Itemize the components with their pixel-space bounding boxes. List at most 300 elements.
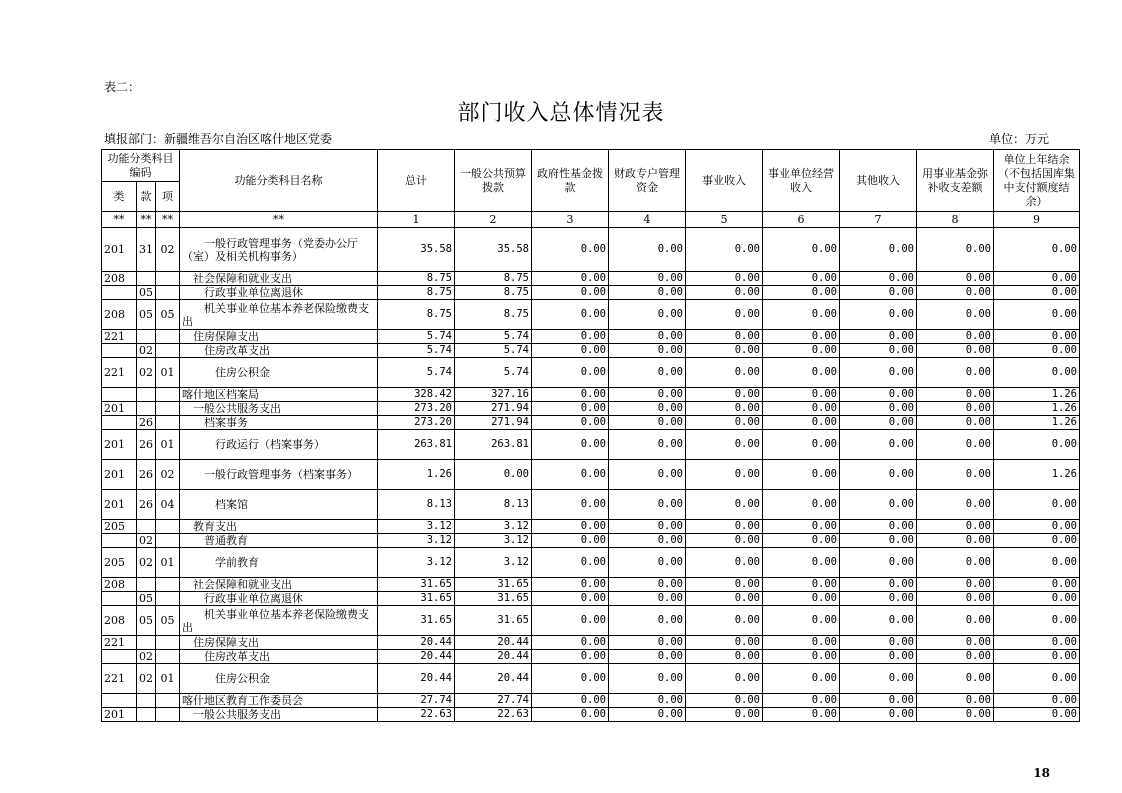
amount-cell: 0.00 — [763, 272, 840, 286]
subject-name-cell: 住房改革支出 — [180, 650, 378, 664]
amount-cell: 0.00 — [532, 592, 609, 606]
table-row — [102, 664, 1080, 694]
amount-cell: 0.00 — [455, 460, 532, 490]
table-row — [102, 650, 1080, 664]
subject-name-cell: 学前教育 — [180, 548, 378, 578]
amount-cell: 1.26 — [994, 388, 1080, 402]
code-lei-cell: 221 — [102, 664, 137, 694]
amount-cell: 22.63 — [378, 708, 455, 722]
index-cell: 7 — [840, 212, 917, 228]
amount-cell: 0.00 — [917, 330, 994, 344]
code-xiang-cell — [156, 286, 180, 300]
amount-cell: 0.00 — [532, 664, 609, 694]
amount-cell: 0.00 — [686, 330, 763, 344]
amount-cell: 0.00 — [994, 664, 1080, 694]
amount-cell: 0.00 — [609, 606, 686, 636]
code-xiang-cell — [156, 578, 180, 592]
header-code-group: 功能分类科目编码 — [102, 150, 180, 182]
amount-cell: 0.00 — [609, 358, 686, 388]
amount-cell: 0.00 — [840, 606, 917, 636]
amount-cell: 0.00 — [917, 606, 994, 636]
amount-cell: 0.00 — [686, 272, 763, 286]
table-label: 表二： — [104, 80, 141, 94]
table-row — [102, 358, 1080, 388]
amount-cell: 0.00 — [686, 578, 763, 592]
code-lei-cell — [102, 388, 137, 402]
amount-cell: 0.00 — [840, 490, 917, 520]
amount-cell: 1.26 — [378, 460, 455, 490]
header-special-account: 财政专户管理资金 — [609, 150, 686, 212]
amount-cell: 20.44 — [455, 664, 532, 694]
amount-cell: 0.00 — [917, 534, 994, 548]
header-total: 总计 — [378, 150, 455, 212]
code-xiang-cell: 05 — [156, 606, 180, 636]
amount-cell: 0.00 — [532, 636, 609, 650]
amount-cell: 0.00 — [917, 388, 994, 402]
amount-cell: 5.74 — [455, 330, 532, 344]
amount-cell: 0.00 — [763, 430, 840, 460]
code-xiang-cell: 01 — [156, 664, 180, 694]
index-row — [102, 212, 1080, 228]
amount-cell: 0.00 — [994, 344, 1080, 358]
amount-cell: 0.00 — [532, 708, 609, 722]
amount-cell: 0.00 — [763, 402, 840, 416]
header-other-income: 其他收入 — [840, 150, 917, 212]
amount-cell: 31.65 — [455, 592, 532, 606]
header-kuan: 款 — [137, 182, 156, 212]
code-kuan-cell: 02 — [137, 534, 156, 548]
amount-cell: 0.00 — [532, 534, 609, 548]
amount-cell: 0.00 — [763, 548, 840, 578]
amount-cell: 0.00 — [840, 636, 917, 650]
amount-cell: 0.00 — [917, 460, 994, 490]
amount-cell: 0.00 — [840, 286, 917, 300]
amount-cell: 20.44 — [378, 650, 455, 664]
amount-cell: 20.44 — [455, 650, 532, 664]
table-row — [102, 272, 1080, 286]
header-operating-income: 事业单位经营收入 — [763, 150, 840, 212]
amount-cell: 0.00 — [840, 388, 917, 402]
subject-name-cell: 社会保障和就业支出 — [180, 578, 378, 592]
code-kuan-cell — [137, 636, 156, 650]
amount-cell: 0.00 — [686, 300, 763, 330]
amount-cell: 0.00 — [840, 460, 917, 490]
amount-cell: 0.00 — [840, 300, 917, 330]
amount-cell: 0.00 — [686, 606, 763, 636]
amount-cell: 0.00 — [609, 520, 686, 534]
amount-cell: 263.81 — [455, 430, 532, 460]
amount-cell: 0.00 — [763, 460, 840, 490]
amount-cell: 0.00 — [763, 416, 840, 430]
code-kuan-cell: 05 — [137, 300, 156, 330]
subject-name-cell: 住房改革支出 — [180, 344, 378, 358]
code-lei-cell: 208 — [102, 300, 137, 330]
amount-cell: 0.00 — [917, 636, 994, 650]
amount-cell: 0.00 — [840, 548, 917, 578]
code-lei-cell: 205 — [102, 548, 137, 578]
code-lei-cell: 208 — [102, 606, 137, 636]
amount-cell: 35.58 — [455, 228, 532, 272]
amount-cell: 3.12 — [378, 548, 455, 578]
amount-cell: 0.00 — [917, 430, 994, 460]
amount-cell: 0.00 — [686, 708, 763, 722]
amount-cell: 0.00 — [917, 228, 994, 272]
amount-cell: 0.00 — [686, 228, 763, 272]
amount-cell: 0.00 — [609, 416, 686, 430]
amount-cell: 0.00 — [532, 694, 609, 708]
amount-cell: 0.00 — [840, 330, 917, 344]
amount-cell: 0.00 — [532, 548, 609, 578]
code-lei-cell: 221 — [102, 636, 137, 650]
code-lei-cell: 205 — [102, 520, 137, 534]
code-kuan-cell: 31 — [137, 228, 156, 272]
amount-cell: 0.00 — [763, 650, 840, 664]
table-row — [102, 548, 1080, 578]
amount-cell: 0.00 — [686, 490, 763, 520]
amount-cell: 0.00 — [994, 286, 1080, 300]
table-row — [102, 520, 1080, 534]
amount-cell: 0.00 — [686, 460, 763, 490]
amount-cell: 0.00 — [609, 650, 686, 664]
subject-name-cell: 档案馆 — [180, 490, 378, 520]
header-career-income: 事业收入 — [686, 150, 763, 212]
amount-cell: 271.94 — [455, 402, 532, 416]
code-lei-cell: 201 — [102, 460, 137, 490]
code-lei-cell — [102, 534, 137, 548]
amount-cell: 0.00 — [532, 578, 609, 592]
amount-cell: 0.00 — [763, 358, 840, 388]
amount-cell: 0.00 — [994, 636, 1080, 650]
amount-cell: 0.00 — [763, 300, 840, 330]
amount-cell: 0.00 — [532, 402, 609, 416]
table-row — [102, 300, 1080, 330]
amount-cell: 20.44 — [455, 636, 532, 650]
amount-cell: 0.00 — [609, 460, 686, 490]
code-lei-cell: 221 — [102, 330, 137, 344]
unit-label: 单位：万元 — [988, 132, 1049, 146]
code-xiang-cell — [156, 534, 180, 548]
index-cell: 4 — [609, 212, 686, 228]
table-row — [102, 490, 1080, 520]
amount-cell: 0.00 — [609, 228, 686, 272]
amount-cell: 22.63 — [455, 708, 532, 722]
amount-cell: 0.00 — [686, 548, 763, 578]
amount-cell: 0.00 — [532, 388, 609, 402]
amount-cell: 8.75 — [455, 300, 532, 330]
code-kuan-cell: 02 — [137, 664, 156, 694]
table-row — [102, 606, 1080, 636]
amount-cell: 0.00 — [994, 358, 1080, 388]
code-lei-cell: 208 — [102, 578, 137, 592]
amount-cell: 0.00 — [686, 636, 763, 650]
amount-cell: 0.00 — [994, 430, 1080, 460]
amount-cell: 0.00 — [686, 694, 763, 708]
subject-name-cell: 教育支出 — [180, 520, 378, 534]
code-xiang-cell — [156, 344, 180, 358]
amount-cell: 0.00 — [532, 606, 609, 636]
amount-cell: 0.00 — [840, 402, 917, 416]
amount-cell: 0.00 — [532, 650, 609, 664]
amount-cell: 0.00 — [609, 490, 686, 520]
amount-cell: 8.75 — [378, 272, 455, 286]
table-row — [102, 534, 1080, 548]
amount-cell: 5.74 — [455, 344, 532, 358]
code-kuan-cell: 05 — [137, 606, 156, 636]
amount-cell: 0.00 — [917, 272, 994, 286]
subject-name-cell: 社会保障和就业支出 — [180, 272, 378, 286]
header-general-budget: 一般公共预算拨款 — [455, 150, 532, 212]
amount-cell: 0.00 — [917, 694, 994, 708]
amount-cell: 0.00 — [994, 300, 1080, 330]
code-xiang-cell: 05 — [156, 300, 180, 330]
amount-cell: 0.00 — [917, 402, 994, 416]
code-xiang-cell — [156, 708, 180, 722]
amount-cell: 0.00 — [917, 664, 994, 694]
code-kuan-cell: 02 — [137, 358, 156, 388]
code-xiang-cell — [156, 592, 180, 606]
code-xiang-cell — [156, 402, 180, 416]
index-cell: 1 — [378, 212, 455, 228]
code-lei-cell: 208 — [102, 272, 137, 286]
index-cell: ** — [137, 212, 156, 228]
amount-cell: 0.00 — [840, 534, 917, 548]
amount-cell: 31.65 — [378, 578, 455, 592]
subject-name-cell: 档案事务 — [180, 416, 378, 430]
amount-cell: 0.00 — [609, 430, 686, 460]
code-kuan-cell: 02 — [137, 650, 156, 664]
subject-name-cell: 一般行政管理事务（党委办公厅（室）及相关机构事务） — [180, 228, 378, 272]
amount-cell: 0.00 — [686, 430, 763, 460]
code-xiang-cell — [156, 520, 180, 534]
amount-cell: 0.00 — [994, 330, 1080, 344]
table-row — [102, 228, 1080, 272]
table-row — [102, 388, 1080, 402]
code-lei-cell: 221 — [102, 358, 137, 388]
amount-cell: 0.00 — [686, 592, 763, 606]
code-lei-cell: 201 — [102, 490, 137, 520]
code-xiang-cell: 01 — [156, 430, 180, 460]
code-lei-cell — [102, 416, 137, 430]
amount-cell: 3.12 — [455, 548, 532, 578]
amount-cell: 0.00 — [609, 300, 686, 330]
table-row — [102, 402, 1080, 416]
subject-name-cell: 机关事业单位基本养老保险缴费支出 — [180, 300, 378, 330]
amount-cell: 0.00 — [994, 592, 1080, 606]
index-cell: 2 — [455, 212, 532, 228]
amount-cell: 0.00 — [609, 330, 686, 344]
amount-cell: 0.00 — [840, 708, 917, 722]
subject-name-cell: 喀什地区教育工作委员会 — [180, 694, 378, 708]
table-row — [102, 636, 1080, 650]
amount-cell: 0.00 — [532, 416, 609, 430]
amount-cell: 0.00 — [763, 606, 840, 636]
amount-cell: 0.00 — [917, 592, 994, 606]
amount-cell: 0.00 — [994, 548, 1080, 578]
amount-cell: 0.00 — [686, 358, 763, 388]
code-xiang-cell: 02 — [156, 228, 180, 272]
table-row — [102, 578, 1080, 592]
header-xiang: 项 — [156, 182, 180, 212]
code-kuan-cell — [137, 388, 156, 402]
amount-cell: 0.00 — [609, 664, 686, 694]
amount-cell: 31.65 — [378, 606, 455, 636]
code-xiang-cell: 04 — [156, 490, 180, 520]
page-title: 部门收入总体情况表 — [457, 101, 665, 126]
header-carryover: 单位上年结余（不包括国库集中支付额度结余） — [994, 150, 1080, 212]
subject-name-cell: 一般公共服务支出 — [180, 708, 378, 722]
amount-cell: 8.13 — [455, 490, 532, 520]
amount-cell: 0.00 — [532, 286, 609, 300]
amount-cell: 31.65 — [378, 592, 455, 606]
amount-cell: 0.00 — [532, 300, 609, 330]
code-lei-cell: 201 — [102, 708, 137, 722]
index-cell: ** — [156, 212, 180, 228]
amount-cell: 0.00 — [840, 694, 917, 708]
amount-cell: 0.00 — [686, 402, 763, 416]
amount-cell: 0.00 — [609, 592, 686, 606]
amount-cell: 0.00 — [609, 388, 686, 402]
code-kuan-cell — [137, 694, 156, 708]
amount-cell: 0.00 — [532, 520, 609, 534]
amount-cell: 0.00 — [840, 358, 917, 388]
code-xiang-cell — [156, 416, 180, 430]
subject-name-cell: 行政事业单位离退休 — [180, 592, 378, 606]
amount-cell: 0.00 — [840, 592, 917, 606]
amount-cell: 0.00 — [686, 286, 763, 300]
code-kuan-cell — [137, 708, 156, 722]
code-kuan-cell: 05 — [137, 286, 156, 300]
amount-cell: 0.00 — [686, 416, 763, 430]
code-kuan-cell: 26 — [137, 460, 156, 490]
amount-cell: 20.44 — [378, 636, 455, 650]
amount-cell: 8.75 — [378, 286, 455, 300]
amount-cell: 27.74 — [378, 694, 455, 708]
code-xiang-cell — [156, 636, 180, 650]
amount-cell: 35.58 — [378, 228, 455, 272]
amount-cell: 0.00 — [917, 300, 994, 330]
amount-cell: 27.74 — [455, 694, 532, 708]
amount-cell: 0.00 — [917, 344, 994, 358]
code-lei-cell — [102, 286, 137, 300]
index-cell: ** — [180, 212, 378, 228]
amount-cell: 0.00 — [917, 358, 994, 388]
code-xiang-cell: 02 — [156, 460, 180, 490]
amount-cell: 0.00 — [994, 272, 1080, 286]
subject-name-cell: 一般行政管理事务（档案事务） — [180, 460, 378, 490]
header-name: 功能分类科目名称 — [180, 150, 378, 212]
code-kuan-cell — [137, 578, 156, 592]
code-xiang-cell — [156, 330, 180, 344]
index-cell: 5 — [686, 212, 763, 228]
amount-cell: 0.00 — [994, 694, 1080, 708]
amount-cell: 0.00 — [609, 272, 686, 286]
code-xiang-cell — [156, 272, 180, 286]
code-xiang-cell: 01 — [156, 358, 180, 388]
amount-cell: 0.00 — [609, 402, 686, 416]
table-row — [102, 330, 1080, 344]
header-row-1 — [102, 150, 1080, 182]
subject-name-cell: 住房保障支出 — [180, 330, 378, 344]
amount-cell: 5.74 — [455, 358, 532, 388]
subject-name-cell: 普通教育 — [180, 534, 378, 548]
amount-cell: 5.74 — [378, 344, 455, 358]
amount-cell: 0.00 — [763, 286, 840, 300]
amount-cell: 0.00 — [532, 330, 609, 344]
subject-name-cell: 住房保障支出 — [180, 636, 378, 650]
income-table — [101, 149, 1080, 722]
amount-cell: 0.00 — [532, 460, 609, 490]
amount-cell: 0.00 — [532, 430, 609, 460]
amount-cell: 0.00 — [532, 344, 609, 358]
amount-cell: 0.00 — [917, 578, 994, 592]
code-lei-cell — [102, 650, 137, 664]
amount-cell: 0.00 — [840, 272, 917, 286]
amount-cell: 0.00 — [840, 416, 917, 430]
amount-cell: 0.00 — [763, 388, 840, 402]
amount-cell: 0.00 — [609, 636, 686, 650]
index-cell: 8 — [917, 212, 994, 228]
code-xiang-cell: 01 — [156, 548, 180, 578]
amount-cell: 0.00 — [840, 228, 917, 272]
code-xiang-cell — [156, 694, 180, 708]
amount-cell: 328.42 — [378, 388, 455, 402]
amount-cell: 0.00 — [609, 534, 686, 548]
amount-cell: 8.75 — [455, 272, 532, 286]
amount-cell: 273.20 — [378, 402, 455, 416]
code-xiang-cell — [156, 650, 180, 664]
amount-cell: 8.75 — [378, 300, 455, 330]
code-lei-cell: 201 — [102, 402, 137, 416]
amount-cell: 0.00 — [840, 520, 917, 534]
amount-cell: 3.12 — [378, 534, 455, 548]
amount-cell: 0.00 — [994, 534, 1080, 548]
code-lei-cell — [102, 592, 137, 606]
amount-cell: 0.00 — [609, 286, 686, 300]
amount-cell: 0.00 — [840, 578, 917, 592]
amount-cell: 0.00 — [763, 636, 840, 650]
amount-cell: 0.00 — [686, 388, 763, 402]
code-kuan-cell: 26 — [137, 430, 156, 460]
table-row — [102, 430, 1080, 460]
index-cell: 3 — [532, 212, 609, 228]
amount-cell: 3.12 — [378, 520, 455, 534]
subject-name-cell: 行政运行（档案事务） — [180, 430, 378, 460]
amount-cell: 0.00 — [686, 650, 763, 664]
amount-cell: 0.00 — [609, 708, 686, 722]
amount-cell: 0.00 — [763, 490, 840, 520]
code-kuan-cell: 02 — [137, 548, 156, 578]
index-cell: 6 — [763, 212, 840, 228]
header-fund-gap: 用事业基金弥补收支差额 — [917, 150, 994, 212]
amount-cell: 0.00 — [609, 548, 686, 578]
amount-cell: 0.00 — [917, 490, 994, 520]
amount-cell: 5.74 — [378, 330, 455, 344]
table-row — [102, 286, 1080, 300]
code-kuan-cell: 26 — [137, 416, 156, 430]
subject-name-cell: 喀什地区档案局 — [180, 388, 378, 402]
amount-cell: 31.65 — [455, 606, 532, 636]
header-lei: 类 — [102, 182, 137, 212]
amount-cell: 327.16 — [455, 388, 532, 402]
amount-cell: 0.00 — [763, 520, 840, 534]
amount-cell: 0.00 — [840, 344, 917, 358]
amount-cell: 263.81 — [378, 430, 455, 460]
amount-cell: 0.00 — [686, 534, 763, 548]
code-kuan-cell — [137, 402, 156, 416]
subject-name-cell: 机关事业单位基本养老保险缴费支出 — [180, 606, 378, 636]
amount-cell: 0.00 — [532, 228, 609, 272]
table-row — [102, 592, 1080, 606]
